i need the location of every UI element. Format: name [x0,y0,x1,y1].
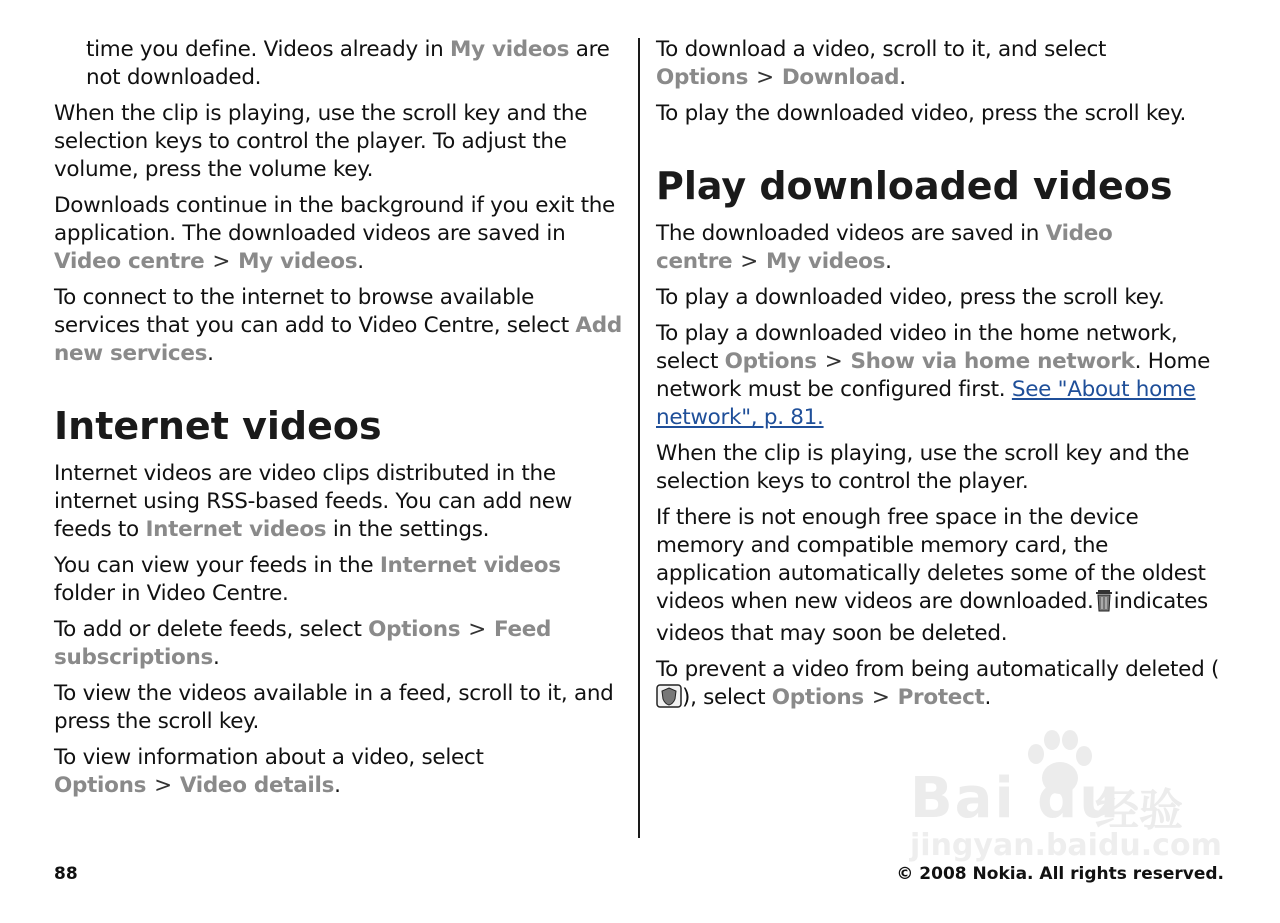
cross-reference-link[interactable]: See "About home network", p. 81. [656,377,1196,430]
paragraph [54,36,626,92]
text: To play a downloaded video in the home network, select [656,321,1178,374]
menu-term: Download [781,65,900,90]
text: If there is not enough free space in the device memory and compatible memory card, the application automatically deletes some of the oldest videos when new videos are downloaded. [656,505,1206,614]
paragraph [656,220,1228,276]
menu-separator: > [740,249,759,274]
menu-term: Video details [179,773,335,798]
left-column [54,36,626,808]
text: . [885,249,892,274]
menu-term: Options [54,773,147,798]
text: in the settings. [326,517,490,542]
text: are not downloaded. [86,37,610,90]
text: Internet videos are video clips distributed in the internet using RSS-based feeds. You can add new feeds to [54,461,573,542]
menu-term: Feed subscriptions [54,617,552,670]
text: . Home network must be configured first. [656,349,1211,402]
menu-separator: > [756,65,774,90]
text: . [984,685,992,710]
menu-separator: > [468,617,486,642]
menu-term: My videos [450,37,570,62]
menu-separator: > [154,773,172,798]
text: The downloaded videos are saved in [656,221,1046,246]
baidu-watermark [900,728,1220,878]
text: . [207,341,214,366]
menu-separator: > [871,685,890,710]
paragraph: To view the videos available in a feed, scroll to it, and press the scroll key. [54,681,614,734]
menu-term: Options [771,685,864,710]
right-column [656,36,1228,724]
paragraph [656,656,1228,716]
text: Downloads continue in the background if you exit the application. The downloaded videos are saved in [54,193,615,246]
text: To view information about a video, select [54,745,484,770]
text: . [334,773,341,798]
paw-icon [1018,728,1098,802]
text: time you define. Videos already in [86,37,451,62]
menu-separator: > [824,349,843,374]
menu-term: Options [656,65,749,90]
column-divider [638,38,640,838]
menu-term: Add new services [54,313,622,366]
paragraph [656,320,1228,432]
text: . [357,249,364,274]
menu-term: Internet videos [379,553,561,578]
paragraph: When the clip is playing, use the scroll key and the selection keys to control the player. To adjust the volume, press the volume key. [54,101,588,182]
text: To prevent a video from being automatically deleted ( [656,657,1220,682]
text: . [899,65,906,90]
watermark-url: jingyan.baidu.com [910,828,1222,863]
paragraph: When the clip is playing, use the scroll key and the selection keys to control the player. [656,441,1190,494]
paragraph: To play the downloaded video, press the scroll key. [656,101,1187,126]
text: To download a video, scroll to it, and select [656,37,1107,62]
menu-term: My videos [766,249,886,274]
paragraph [656,36,1228,92]
trash-icon [1094,588,1114,620]
copyright-notice: © 2008 Nokia. All rights reserved. [896,864,1224,884]
paragraph [54,744,626,800]
text: ), select [682,685,772,710]
menu-term: Options [368,617,461,642]
text: . [213,645,220,670]
paragraph [54,616,626,672]
paragraph [54,192,626,276]
menu-term: My videos [238,249,358,274]
watermark-logo-text: Bai du [910,766,1122,831]
paragraph [54,460,626,544]
watermark-cn-text: 经验 [1095,785,1183,836]
section-heading: Play downloaded videos [656,164,1173,208]
menu-term: Internet videos [145,517,327,542]
text: folder in Video Centre. [54,581,289,606]
page-number: 88 [54,864,78,884]
text: To connect to the internet to browse available services that you can add to Video Centre, select [54,285,576,338]
text: To add or delete feeds, select [54,617,369,642]
paragraph [54,552,626,608]
section-heading: Internet videos [54,404,382,448]
menu-term: Show via home network [850,349,1135,374]
paragraph: To play a downloaded video, press the scroll key. [656,285,1165,310]
paragraph [54,284,626,368]
menu-term: Video centre [54,249,205,274]
paragraph [656,504,1228,648]
protect-icon [656,684,682,716]
menu-term: Video centre [656,221,1113,274]
text: indicates videos that may soon be deleted. [656,589,1208,646]
text: You can view your feeds in the [54,553,380,578]
menu-term: Options [724,349,817,374]
menu-term: Protect [897,685,985,710]
menu-separator: > [212,249,231,274]
